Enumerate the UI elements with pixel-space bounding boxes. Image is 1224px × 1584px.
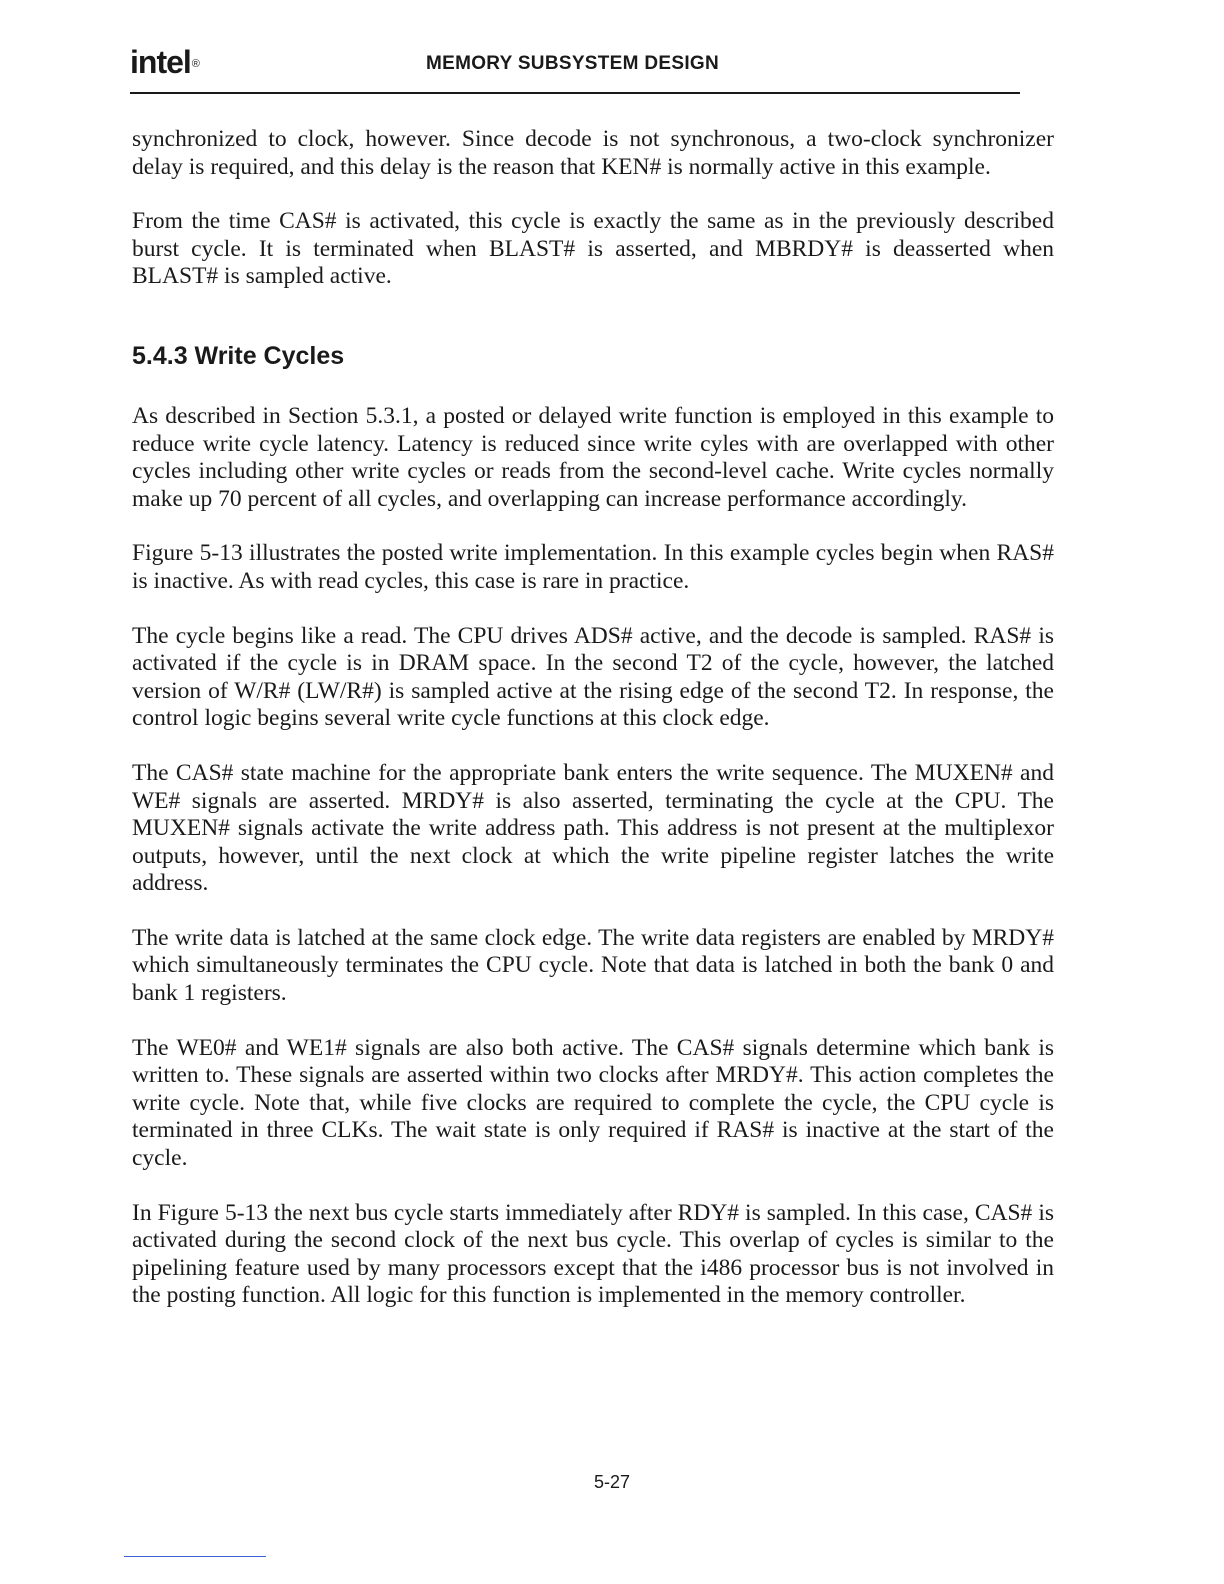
registered-mark: ® <box>191 58 199 70</box>
page-header <box>130 44 1020 94</box>
scan-edge-line <box>124 1556 266 1557</box>
section-heading: 5.4.3 Write Cycles <box>132 341 345 370</box>
paragraph: The WE0# and WE1# signals are also both active. The CAS# signals determine which bank is written to. These signals are asserted within two clocks after MRDY#. This action completes the write cycle. Note that, while five clocks are required to complete the cycle, the CPU cycle is terminated in three CLKs. The wait state is only required if RAS# is inactive at the start of the cycle. <box>132 1034 1054 1172</box>
page-body <box>132 126 1054 1337</box>
paragraph: The CAS# state machine for the appropriate bank enters the write sequence. The MUXEN# and WE# signals are asserted. MRDY# is also asserted, terminating the cycle at the CPU. The MUXEN# signals activate the write address path. This address is not present at the multiplexor outputs, however, until the next clock at which the write pipeline register latches the write address. <box>132 759 1054 897</box>
paragraph: synchronized to clock, however. Since decode is not synchronous, a two-clock synchronizer delay is required, and this delay is the reason that KEN# is normally active in this example. <box>132 126 1054 180</box>
page-number: 5-27 <box>593 1472 631 1492</box>
paragraph: As described in Section 5.3.1, a posted or delayed write function is employed in this example to reduce write cycle latency. Latency is reduced since write cyles with are overlapped with other cycles including other write cycles or reads from the second-level cache. Write cycles normally make up 70 percent of all cycles, and overlapping can increase performance accordingly. <box>132 402 1054 512</box>
running-header-title: MEMORY SUBSYSTEM DESIGN <box>426 53 719 74</box>
paragraph: The write data is latched at the same clock edge. The write data registers are enabled by MRDY# which simultaneously terminates the CPU cycle. Note that data is latched in both the bank 0 and bank 1 registers. <box>132 924 1054 1007</box>
paragraph: The cycle begins like a read. The CPU drives ADS# active, and the decode is sampled. RAS# is activated if the cycle is in DRAM space. In the second T2 of the cycle, however, the latched version of W/R# (LW/R#) is sampled active at the rising edge of the second T2. In response, the control logic begins several write cycle functions at this clock edge. <box>132 622 1054 732</box>
paragraph: Figure 5-13 illustrates the posted write implementation. In this example cycles begin when RAS# is inactive. As with read cycles, this case is rare in practice. <box>132 540 1054 594</box>
paragraph: In Figure 5-13 the next bus cycle starts immediately after RDY# is sampled. In this case, CAS# is activated during the second clock of the next bus cycle. This overlap of cycles is similar to the pipelining feature used by many processors except that the i486 processor bus is not involved in the posting function. All logic for this function is implemented in the memory controller. <box>132 1199 1054 1309</box>
logo-text: intel <box>130 44 191 80</box>
intel-logo <box>130 44 199 80</box>
paragraph: From the time CAS# is activated, this cycle is exactly the same as in the previously described burst cycle. It is terminated when BLAST# is asserted, and MBRDY# is deasserted when BLAST# is sampled active. <box>132 208 1054 290</box>
